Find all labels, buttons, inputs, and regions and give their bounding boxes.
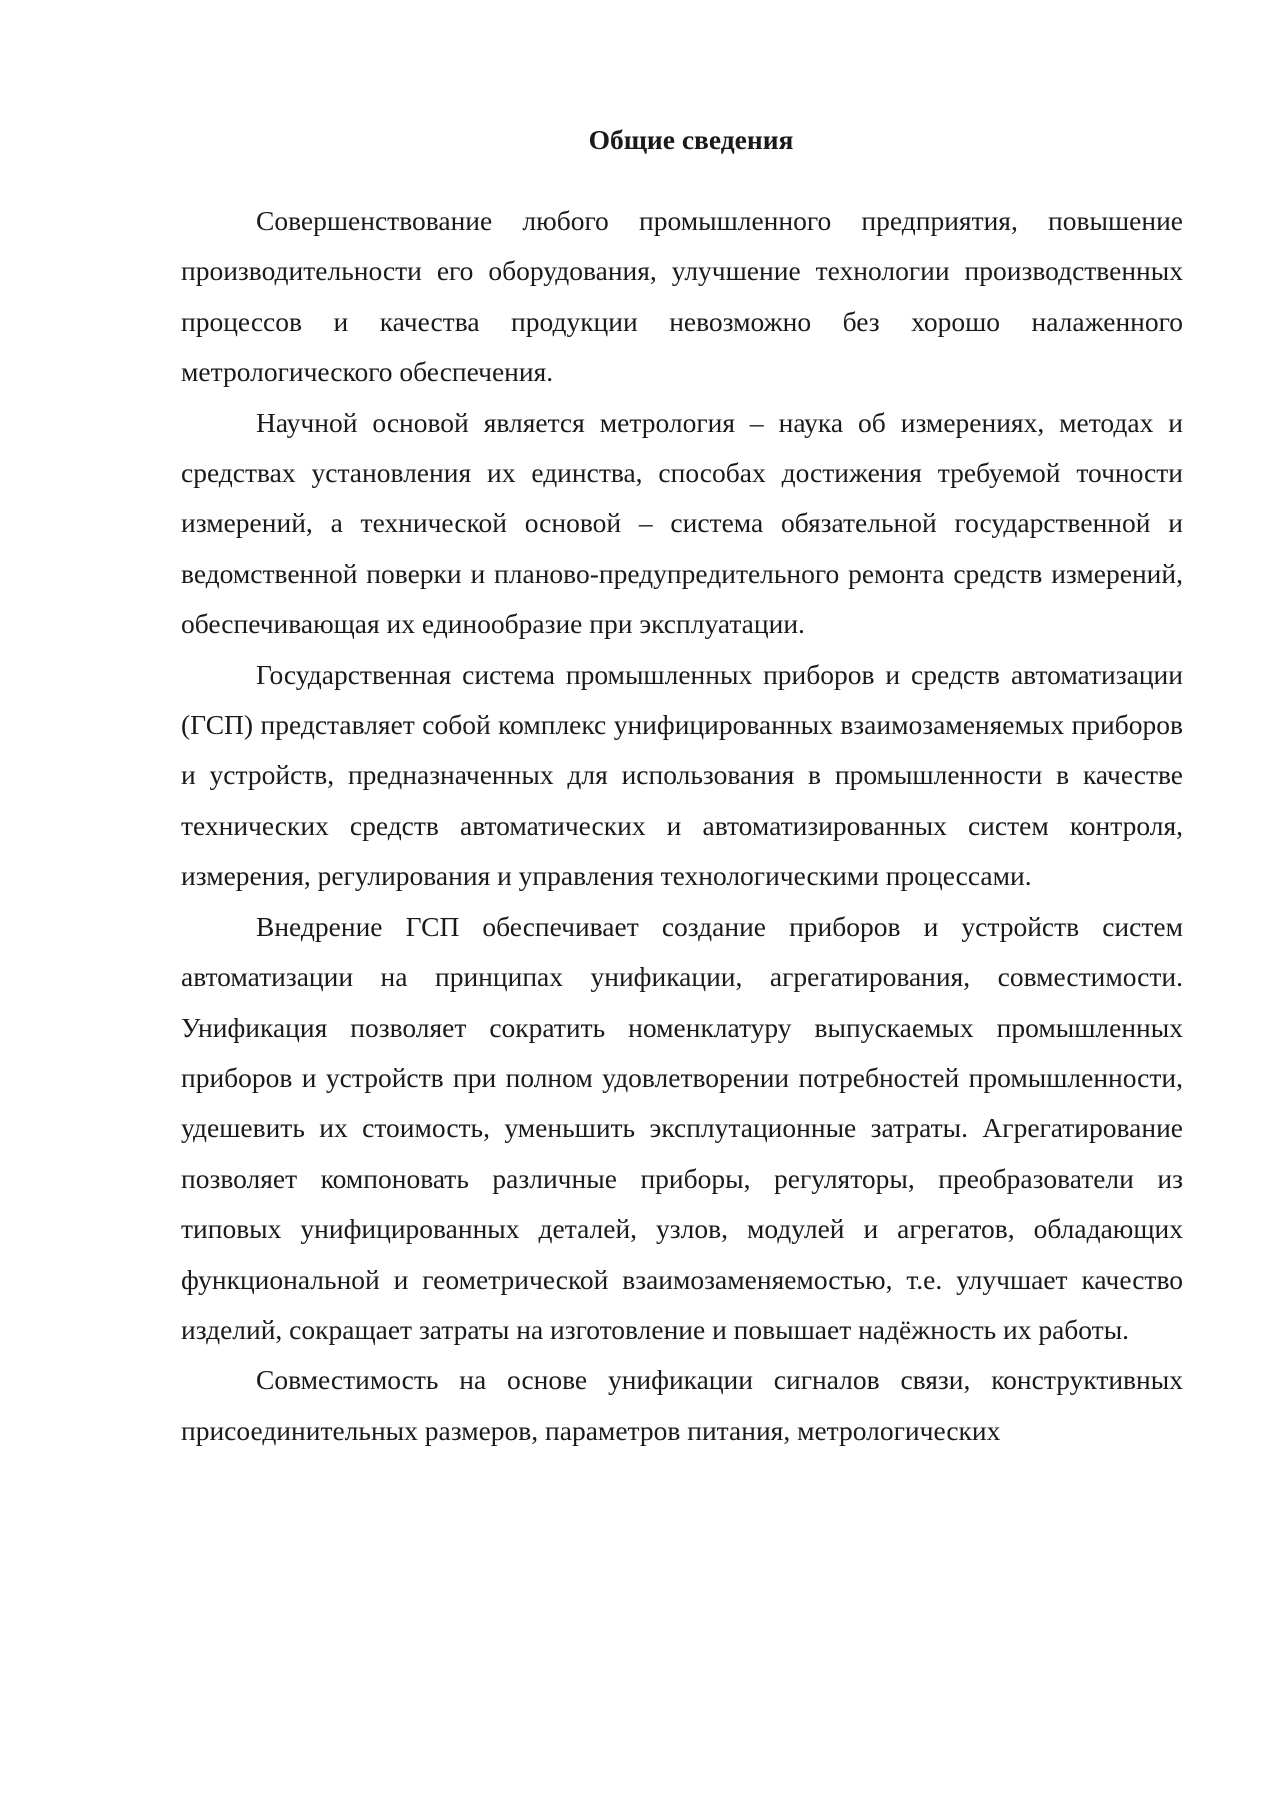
paragraph-gsp-definition: Государственная система промышленных приборов и средств автоматизации (ГСП) представляет собой комплекс унифицированных взаимозаменяемых приборов и устройств, предназначенных для использования в промышленности в качестве технических средств автоматических и автоматизированных систем контроля, измерения, регулирования и управления технологическими процессами.: [181, 658, 1183, 892]
paragraph-compatibility: Совместимость на основе унификации сигналов связи, конструктивных присоединительных размеров, параметров питания, метрологических: [181, 1364, 1183, 1446]
paragraph-metrology-support: Совершенствование любого промышленного предприятия, повышение производительности его оборудования, улучшение технологии производственных процессов и качества продукции невозможно без хорошо налаженного метрологического обеспечения.: [181, 205, 1183, 388]
paragraph-metrology-definition: Научной основой является метрология – наука об измерениях, методах и средствах установления их единства, способах достижения требуемой точности измерений, а технической основой – система обязательной государственной и ведомственной поверки и планово-предупредительного ремонта средств измерений, обеспечивающая их единообразие при эксплуатации.: [181, 406, 1183, 640]
document-title: Общие сведения: [588, 124, 794, 155]
document-body: [181, 118, 1183, 1456]
paragraph-gsp-benefits: Внедрение ГСП обеспечивает создание приборов и устройств систем автоматизации на принципах унификации, агрегатирования, совместимости. Унификация позволяет сократить номенклатуру выпускаемых промышленных приборов и устройств при полном удовлетворении потребностей промышленности, удешевить их стоимость, уменьшить эксплутационные затраты. Агрегатирование позволяет компоновать различные приборы, регуляторы, преобразователи из типовых унифицированных деталей, узлов, модулей и агрегатов, обладающих функциональной и геометрической взаимозаменяемостью, т.е. улучшает качество изделий, сокращает затраты на изготовление и повышает надёжность их работы.: [181, 910, 1183, 1345]
